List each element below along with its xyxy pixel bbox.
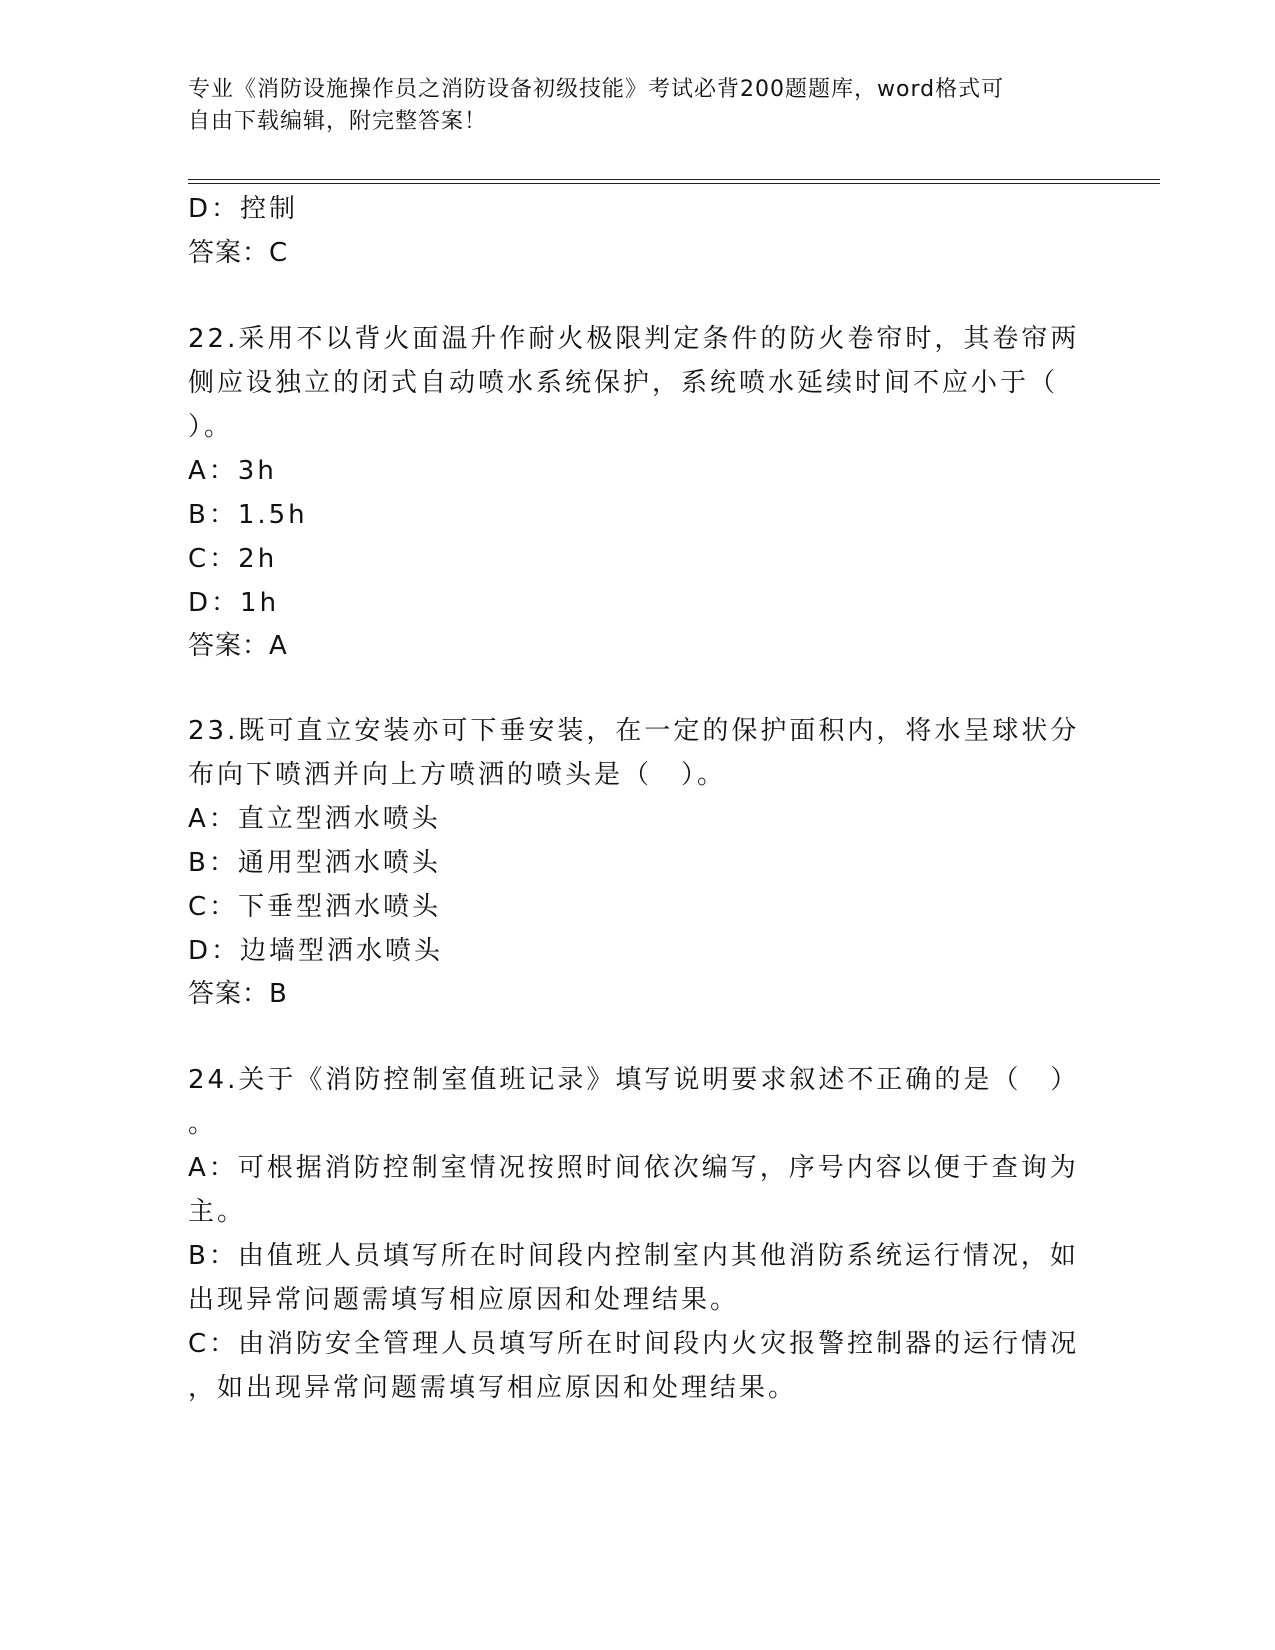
- q23-option-b: B：通用型洒水喷头: [188, 848, 441, 878]
- header-divider-bottom: [188, 183, 1160, 184]
- q22-stem-line-3: ）。: [188, 412, 234, 442]
- q24-option-b-line-2: 出现异常问题需填写相应原因和处理结果。: [188, 1285, 740, 1315]
- q24-option-a-line-2: 主。: [188, 1197, 247, 1227]
- q22-option-d: D：1h: [188, 588, 280, 618]
- q24-option-b-line-1: B：由值班人员填写所在时间段内控制室内其他消防系统运行情况，如: [188, 1241, 1079, 1271]
- document-header: [188, 74, 1088, 138]
- header-divider-top: [188, 179, 1160, 180]
- q23-option-a: A：直立型洒水喷头: [188, 804, 441, 834]
- q24-option-a-line-1: A：可根据消防控制室情况按照时间依次编写，序号内容以便于查询为: [188, 1153, 1079, 1183]
- q24-stem-line-1: 24.关于《消防控制室值班记录》填写说明要求叙述不正确的是（ ）: [188, 1065, 1080, 1095]
- header-line-1: 专业《消防设施操作员之消防设备初级技能》考试必背200题题库，word格式可: [188, 77, 1005, 102]
- q22-stem-line-1: 22.采用不以背火面温升作耐火极限判定条件的防火卷帘时，其卷帘两: [188, 324, 1080, 354]
- q22-option-b: B：1.5h: [188, 500, 308, 530]
- q22-option-a: A：3h: [188, 456, 277, 486]
- q24-option-c-line-2: ，如出现异常问题需填写相应原因和处理结果。: [188, 1373, 798, 1403]
- q23-answer: 答案：B: [188, 979, 288, 1009]
- q22-option-c: C：2h: [188, 544, 278, 574]
- prev-answer: 答案：C: [188, 238, 289, 268]
- q23-option-c: C：下垂型洒水喷头: [188, 892, 442, 922]
- q24-stem-line-2: 。: [188, 1109, 218, 1139]
- q22-answer: 答案：A: [188, 631, 288, 661]
- q23-stem-line-2: 布向下喷洒并向上方喷洒的喷头是（ ）。: [188, 760, 727, 790]
- prev-option-d: D：控制: [188, 194, 299, 224]
- header-line-2: 自由下载编辑，附完整答案！: [188, 109, 488, 134]
- q23-stem-line-1: 23.既可直立安装亦可下垂安装，在一定的保护面积内，将水呈球状分: [188, 716, 1080, 746]
- q24-option-c-line-1: C：由消防安全管理人员填写所在时间段内火灾报警控制器的运行情况: [188, 1329, 1080, 1359]
- q23-option-d: D：边墙型洒水喷头: [188, 936, 444, 966]
- q22-stem-line-2: 侧应设独立的闭式自动喷水系统保护，系统喷水延续时间不应小于（: [188, 368, 1059, 398]
